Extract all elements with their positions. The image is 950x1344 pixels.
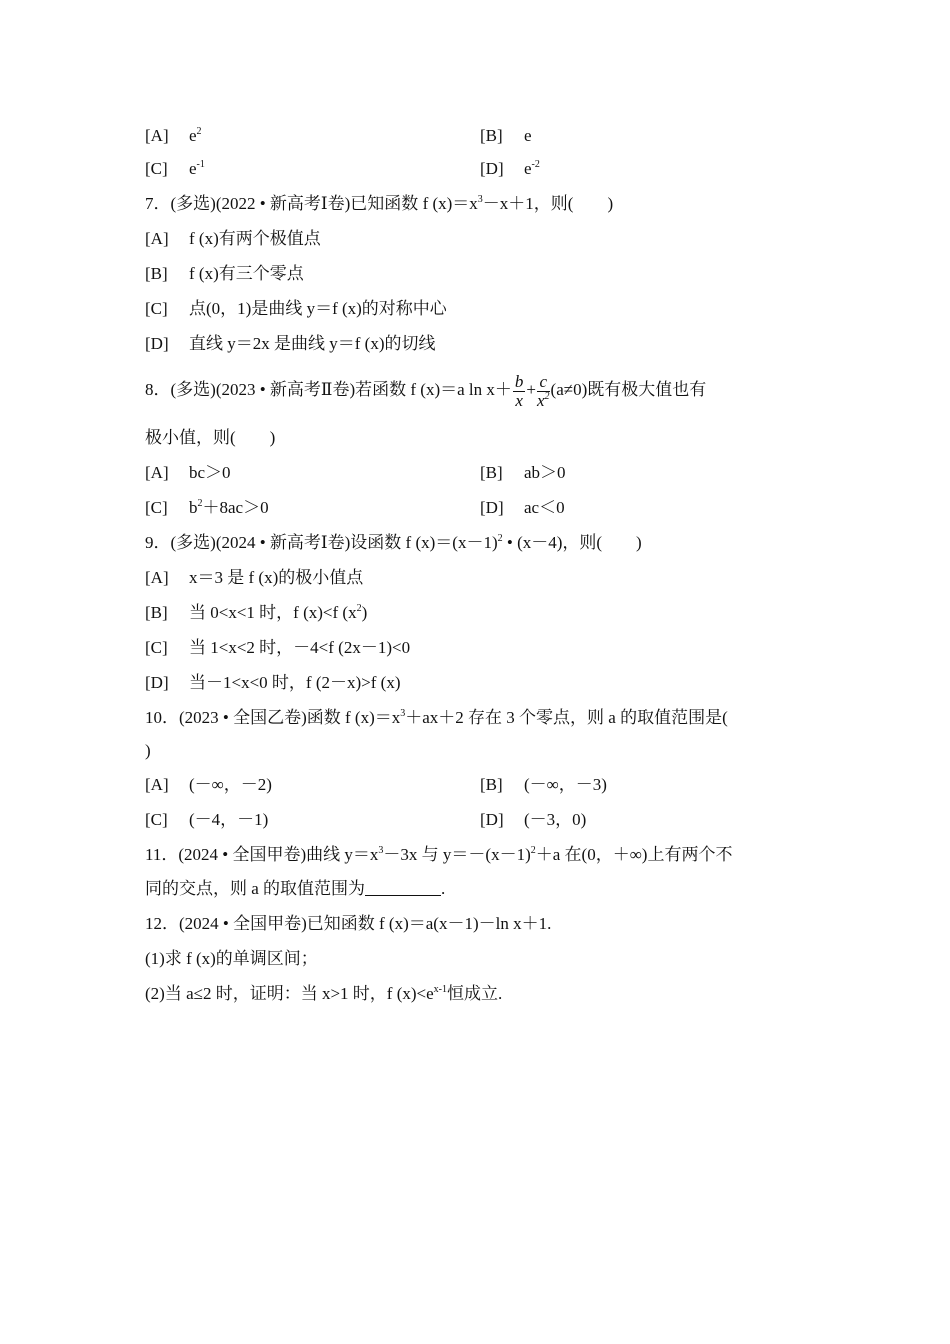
- option-text: (－∞，－3): [524, 775, 607, 794]
- option-label: [C]: [145, 498, 168, 517]
- exponent: 2: [196, 126, 202, 137]
- q7-prefix: 7．(多选)(2022 • 新高考Ⅰ卷)已知函数: [145, 194, 423, 213]
- option-label: [A]: [145, 568, 169, 587]
- q7-rest: －x＋1，则( ): [482, 194, 614, 213]
- q9-option-a: [145, 566, 363, 590]
- q8-stem-line2: 极小值，则( ): [145, 428, 276, 447]
- q7-option-b: [145, 262, 304, 286]
- option-label: [D]: [480, 810, 504, 829]
- q8-option-c: [145, 496, 269, 520]
- option-text-end: ): [361, 603, 368, 622]
- q8-option-d: [480, 496, 565, 520]
- option-text: e: [524, 126, 532, 145]
- option-label: [D]: [145, 673, 169, 692]
- q6-option-a: [145, 124, 202, 148]
- option-base: b: [189, 498, 198, 517]
- numerator: c: [537, 373, 550, 392]
- exponent: 2: [530, 845, 536, 856]
- q12-part2-pre: (2)当 a≤2 时，证明：当 x>1 时，f (x)<e: [145, 984, 434, 1003]
- q7-option-a: [145, 227, 321, 251]
- option-text: 当－1<x<0 时，f (2－x)>f (x): [189, 673, 401, 692]
- exponent: 3: [400, 708, 406, 719]
- option-text: (－3，0): [524, 810, 587, 829]
- option-text: e: [189, 159, 197, 178]
- denominator: x: [515, 390, 523, 410]
- option-label: [C]: [145, 159, 168, 178]
- exponent: 2: [197, 498, 203, 509]
- q10-option-b: [480, 773, 607, 797]
- q9-prefix: 9．(多选)(2024 • 新高考Ⅰ卷)设函数 f (x)＝(x－1): [145, 533, 498, 552]
- option-text: f (x)有三个零点: [189, 264, 304, 283]
- q11-part2: －3x 与 y＝－(x－1): [383, 845, 531, 864]
- fraction-b-over-x: [513, 373, 526, 410]
- q12-part1: (1)求 f (x)的单调区间；: [145, 949, 318, 968]
- option-text: (－4，－1): [189, 810, 269, 829]
- exponent: 2: [356, 603, 362, 614]
- q11-stem-line2: [145, 877, 445, 901]
- q8-suffix: (a≠0)既有极大值也有: [550, 380, 707, 399]
- option-text: 当 0<x<1 时，f (x)<f (x: [189, 603, 357, 622]
- option-text: e: [189, 126, 197, 145]
- exponent: -1: [196, 159, 205, 170]
- q12-part2-post: 恒成立.: [447, 984, 503, 1003]
- option-text: ab＞0: [524, 463, 566, 482]
- q10-option-d: [480, 808, 586, 832]
- q9-option-b: [145, 601, 367, 625]
- fraction-c-over-x2: [537, 373, 550, 410]
- option-label: [A]: [145, 775, 169, 794]
- exponent: 2: [497, 533, 503, 544]
- option-text: 直线 y＝2x 是曲线 y＝f (x)的切线: [189, 334, 436, 353]
- exponent: x-1: [433, 984, 447, 995]
- option-text: 点(0，1)是曲线 y＝f (x)的对称中心: [189, 299, 447, 318]
- option-label: [B]: [480, 775, 503, 794]
- option-text: 当 1<x<2 时，－4<f (2x－1)<0: [189, 638, 411, 657]
- numerator: b: [514, 371, 524, 391]
- denominator-base: x: [537, 390, 545, 410]
- option-label: [C]: [145, 299, 168, 318]
- q7-stem: [145, 192, 613, 216]
- q10-option-a: [145, 773, 272, 797]
- q12-part2: [145, 982, 502, 1006]
- option-text: f (x)有两个极值点: [189, 229, 321, 248]
- q7-eq: ＝x: [452, 194, 478, 213]
- q10-stem-line2: ): [145, 741, 151, 760]
- q10-rest: ＋ax＋2 存在 3 个零点，则 a 的取值范围是(: [405, 708, 728, 727]
- exponent: 3: [378, 845, 384, 856]
- option-label: [A]: [145, 229, 169, 248]
- option-label: [C]: [145, 638, 168, 657]
- option-label: [D]: [145, 334, 169, 353]
- option-label: [B]: [480, 126, 503, 145]
- q12-stem: 12．(2024 • 全国甲卷)已知函数 f (x)＝a(x－1)－ln x＋1.: [145, 914, 552, 933]
- answer-blank: [365, 881, 441, 896]
- option-label: [B]: [145, 264, 168, 283]
- exponent: 2: [544, 390, 550, 402]
- option-label: [A]: [145, 126, 169, 145]
- option-label: [D]: [480, 498, 504, 517]
- q9-stem: [145, 531, 642, 555]
- exponent: -2: [531, 159, 540, 170]
- q7-option-c: [145, 297, 447, 321]
- q6-option-c: [145, 157, 205, 181]
- q8-prefix: 8．(多选)(2023 • 新高考Ⅱ卷)若函数 f (x)＝a ln x＋: [145, 380, 512, 399]
- option-rest: ＋8ac＞0: [202, 498, 269, 517]
- q10-option-c: [145, 808, 268, 832]
- q8-stem: [145, 368, 706, 412]
- option-label: [B]: [480, 463, 503, 482]
- plus-sign: +: [526, 380, 536, 399]
- q11-line2-end: .: [441, 879, 446, 898]
- q8-option-a: [145, 461, 231, 485]
- q11-part3: ＋a 在(0，＋∞)上有两个不: [535, 845, 733, 864]
- q7-option-d: [145, 332, 435, 356]
- denominator: [537, 392, 550, 410]
- q6-option-d: [480, 157, 540, 181]
- option-text: e: [524, 159, 532, 178]
- q9-option-c: [145, 636, 410, 660]
- q11-part1: 11．(2024 • 全国甲卷)曲线 y＝x: [145, 845, 379, 864]
- q10-prefix: 10．(2023 • 全国乙卷)函数 f (x)＝x: [145, 708, 401, 727]
- option-label: [D]: [480, 159, 504, 178]
- q8-option-b: [480, 461, 566, 485]
- option-label: [C]: [145, 810, 168, 829]
- option-label: [B]: [145, 603, 168, 622]
- q7-fx: f (x): [422, 194, 453, 213]
- option-text: (－∞，－2): [189, 775, 272, 794]
- q9-option-d: [145, 671, 400, 695]
- option-text: bc＞0: [189, 463, 231, 482]
- option-text: x＝3 是 f (x)的极小值点: [189, 568, 364, 587]
- q11-stem: [145, 843, 732, 867]
- exponent: 3: [477, 194, 483, 205]
- q11-line2-text: 同的交点，则 a 的取值范围为: [145, 879, 366, 898]
- q6-option-b: [480, 124, 532, 148]
- q10-stem: [145, 706, 728, 730]
- q9-rest: • (x－4)，则( ): [502, 533, 642, 552]
- option-label: [A]: [145, 463, 169, 482]
- option-text: ac＜0: [524, 498, 565, 517]
